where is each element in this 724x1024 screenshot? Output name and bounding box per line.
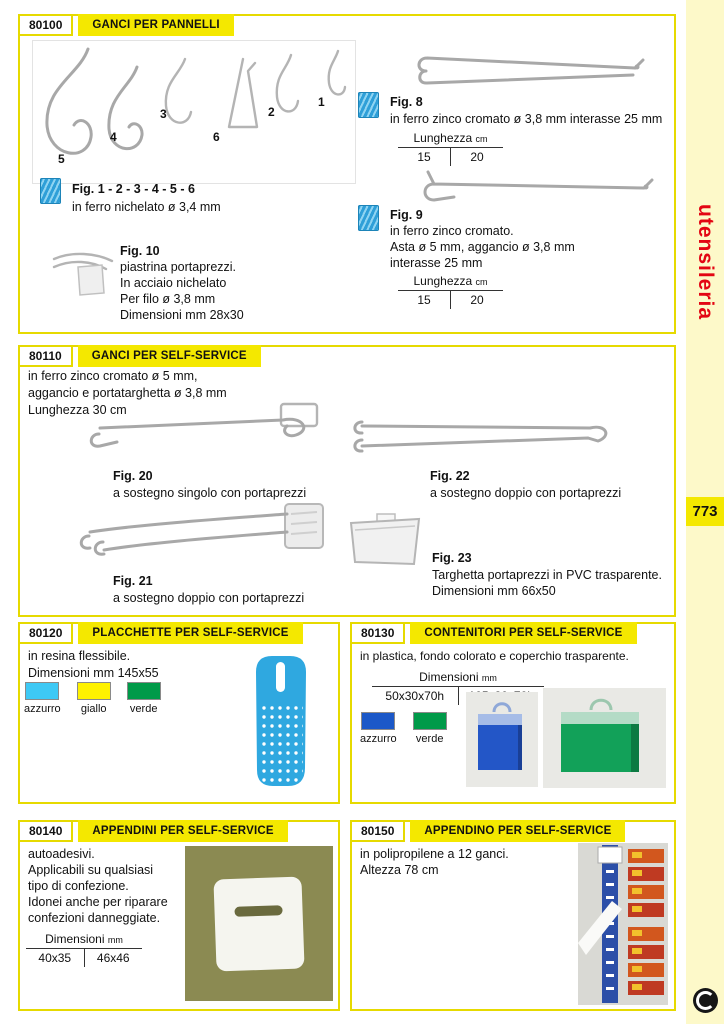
color-label: giallo <box>80 703 107 715</box>
page-number-badge: 773 <box>686 497 724 526</box>
table-header: Lunghezza cm <box>398 131 503 148</box>
intro-line: aggancio e portatarghetta ø 3,8 mm <box>28 386 227 400</box>
fig21-desc: a sostegno doppio con portaprezzi <box>113 591 305 605</box>
color-option <box>360 712 397 745</box>
color-label: azzurro <box>24 703 61 715</box>
fig23-line: Targhetta portaprezzi in PVC trasparente. <box>432 568 662 582</box>
section-header-80140 <box>18 820 288 842</box>
section-code: 80130 <box>350 622 405 644</box>
dimension-value: 50x30x70h <box>385 689 445 703</box>
fig23-illustration <box>343 512 427 570</box>
table-header: Dimensioni mm <box>26 932 142 949</box>
fig8-label: Fig. 8 <box>390 95 423 109</box>
color-swatch-verde <box>127 682 161 700</box>
hook-number: 3 <box>160 107 167 121</box>
clip-strip-illustration <box>578 843 668 1005</box>
fig22-desc: a sostegno doppio con portaprezzi <box>430 486 622 500</box>
color-label: verde <box>129 703 158 715</box>
hook-number: 5 <box>58 152 65 166</box>
desc-line: in polipropilene a 12 ganci. <box>360 847 509 861</box>
color-option <box>24 682 61 715</box>
table-values <box>398 291 503 309</box>
hang-tab-photo <box>185 846 333 1001</box>
hook-number: 4 <box>110 130 117 144</box>
intro-line: Lunghezza 30 cm <box>28 403 127 417</box>
fig10-line: In acciaio nichelato <box>120 276 227 290</box>
fig9-label: Fig. 9 <box>390 208 423 222</box>
section-code: 80150 <box>350 820 405 842</box>
fig20-desc: a sostegno singolo con portaprezzi <box>113 486 307 500</box>
product-category-icon <box>358 92 379 118</box>
table-values <box>398 148 503 166</box>
fig10-label: Fig. 10 <box>120 244 160 258</box>
section-header-80110 <box>18 345 261 367</box>
hook-number: 6 <box>213 130 220 144</box>
fig21-label: Fig. 21 <box>113 574 153 588</box>
section-80150 <box>350 820 676 1011</box>
section-header-80150 <box>350 820 625 842</box>
c-logo-icon <box>696 991 715 1010</box>
color-label: verde <box>415 733 444 745</box>
fig10-illustration <box>48 243 120 299</box>
panel-hooks-illustration <box>33 41 353 181</box>
section-code: 80140 <box>18 820 73 842</box>
side-strip <box>686 0 724 1024</box>
fig9-line: interasse 25 mm <box>390 256 483 270</box>
fig9-line: Asta ø 5 mm, aggancio ø 3,8 mm <box>390 240 575 254</box>
section-header-80100 <box>18 14 234 36</box>
desc-line: Dimensioni mm 145x55 <box>28 666 159 680</box>
fig9-length-table <box>398 274 503 309</box>
desc-line: in plastica, fondo colorato e coperchio trasparente. <box>360 649 629 663</box>
desc-line: tipo di confezione. <box>28 879 129 893</box>
section-title: APPENDINO PER SELF-SERVICE <box>410 820 625 842</box>
table-values <box>26 949 142 967</box>
hang-tab-illustration <box>185 846 333 1001</box>
hook-number: 2 <box>268 105 275 119</box>
dimension-value: 46x46 <box>84 949 143 967</box>
fig9-line: in ferro zinco cromato. <box>390 224 514 238</box>
color-swatch-azzurro <box>25 682 59 700</box>
table-header: Lunghezza cm <box>398 274 503 291</box>
section-title: CONTENITORI PER SELF-SERVICE <box>410 622 636 644</box>
product-category-icon <box>40 178 61 204</box>
fig23-line: Dimensioni mm 66x50 <box>432 584 556 598</box>
fig22-illustration <box>348 412 620 462</box>
fig8-desc: in ferro zinco cromato ø 3,8 mm interasse 25 mm <box>390 112 663 126</box>
desc-line: Idonei anche per riparare <box>28 895 168 909</box>
color-swatch-verde <box>413 712 447 730</box>
fig-group-desc: in ferro nichelato ø 3,4 mm <box>72 200 221 214</box>
placchetta-illustration <box>246 650 316 792</box>
section-header-80130 <box>350 622 637 644</box>
section-title: GANCI PER PANNELLI <box>78 14 233 36</box>
fig-group-label: Fig. 1 - 2 - 3 - 4 - 5 - 6 <box>72 182 195 196</box>
fig20-illustration <box>85 400 325 462</box>
desc-line: in resina flessibile. <box>28 649 131 663</box>
fig10-line: Per filo ø 3,8 mm <box>120 292 216 306</box>
green-container-illustration <box>543 688 666 788</box>
green-container-photo <box>543 688 666 788</box>
side-category-label: utensileria <box>694 204 717 321</box>
color-swatch-giallo <box>77 682 111 700</box>
color-option <box>77 682 111 715</box>
color-options <box>360 712 447 745</box>
color-label: azzurro <box>360 733 397 745</box>
length-value: 15 <box>417 293 431 307</box>
blue-container-photo <box>466 692 538 787</box>
color-option <box>413 712 447 745</box>
length-value: 15 <box>417 150 431 164</box>
fig20-label: Fig. 20 <box>113 469 153 483</box>
fig23-label: Fig. 23 <box>432 551 472 565</box>
color-options <box>24 682 161 715</box>
hook-number: 1 <box>318 95 325 109</box>
section-code: 80120 <box>18 622 73 644</box>
fig8-length-table <box>398 131 503 166</box>
intro-line: in ferro zinco cromato ø 5 mm, <box>28 369 198 383</box>
blue-container-illustration <box>466 692 538 787</box>
section-80130 <box>350 622 676 804</box>
length-value: 20 <box>450 148 503 166</box>
section-80100 <box>18 14 676 334</box>
fig22-label: Fig. 22 <box>430 469 470 483</box>
clip-strip-photo <box>578 843 668 1005</box>
hooks-photo <box>32 40 356 184</box>
section-title: GANCI PER SELF-SERVICE <box>78 345 261 367</box>
dimension-value: 40x35 <box>38 951 72 965</box>
fig8-illustration <box>405 50 650 102</box>
length-value: 20 <box>450 291 503 309</box>
desc-line: Altezza 78 cm <box>360 863 439 877</box>
section-80140 <box>18 820 340 1011</box>
fig10-line: Dimensioni mm 28x30 <box>120 308 244 322</box>
section-title: APPENDINI PER SELF-SERVICE <box>78 820 287 842</box>
color-option <box>127 682 161 715</box>
section-code: 80100 <box>18 14 73 36</box>
table-header: Dimensioni mm <box>372 670 544 687</box>
section-80120 <box>18 622 340 804</box>
section-80110 <box>18 345 676 617</box>
desc-line: Applicabili su qualsiasi <box>28 863 154 877</box>
dimensions-table <box>26 932 142 967</box>
fig9-illustration <box>408 168 658 216</box>
fig21-illustration <box>73 498 331 570</box>
product-category-icon <box>358 205 379 231</box>
section-header-80120 <box>18 622 303 644</box>
desc-line: confezioni danneggiate. <box>28 911 161 925</box>
section-code: 80110 <box>18 345 73 367</box>
publisher-logo <box>693 988 718 1013</box>
color-swatch-azzurro <box>361 712 395 730</box>
fig10-line: piastrina portaprezzi. <box>120 260 237 274</box>
desc-line: autoadesivi. <box>28 847 95 861</box>
section-title: PLACCHETTE PER SELF-SERVICE <box>78 622 302 644</box>
